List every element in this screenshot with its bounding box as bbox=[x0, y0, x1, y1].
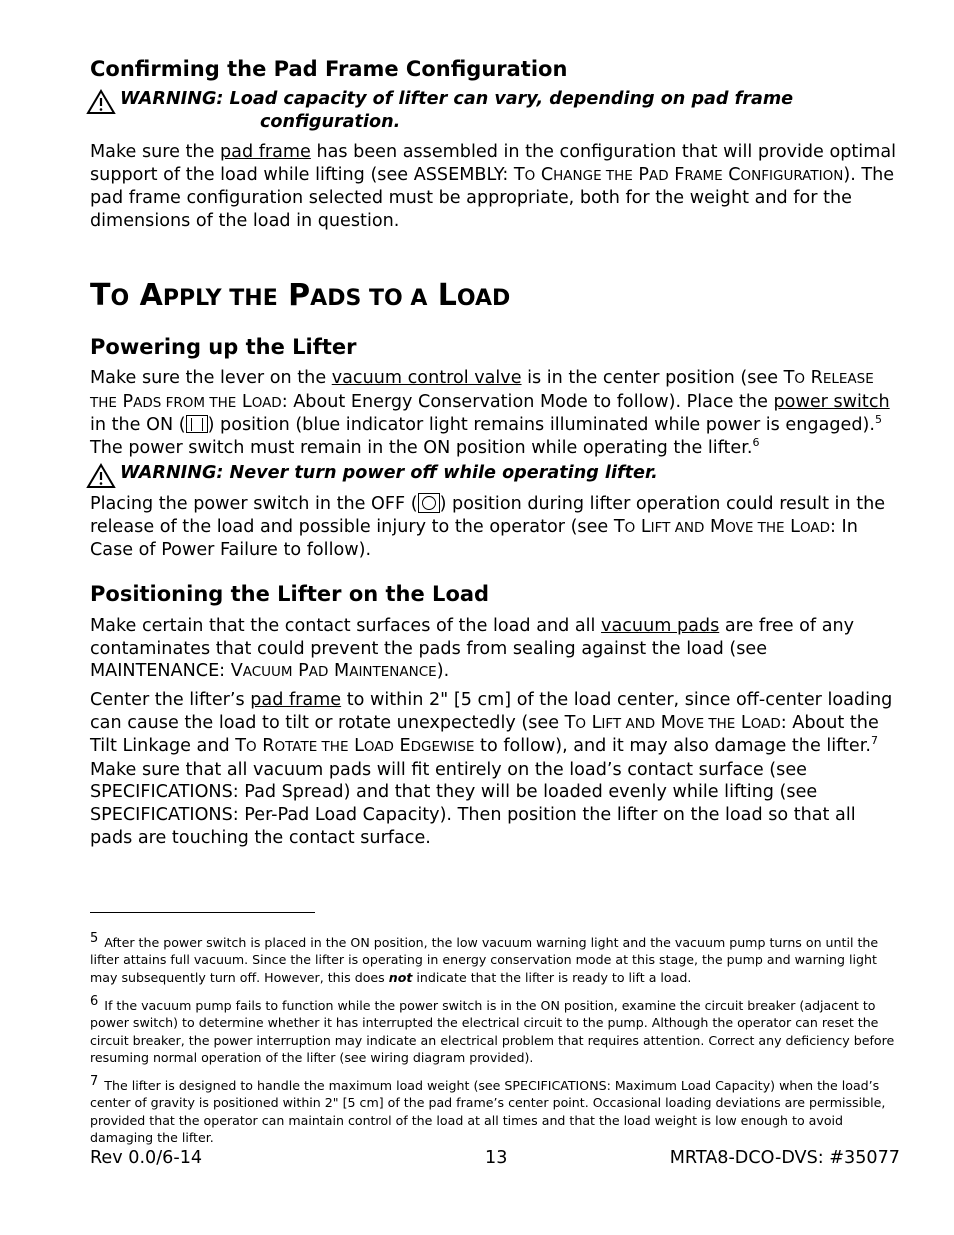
warning-load-capacity bbox=[90, 88, 900, 133]
warning-triangle-icon bbox=[86, 88, 120, 116]
warning-never-turn-off bbox=[90, 462, 900, 490]
footnote-number: 5 bbox=[90, 931, 99, 946]
page-title: TO APPLY THE PADS TO A LOAD bbox=[90, 278, 511, 313]
footnote-7: 7 The lifter is designed to handle the maximum load weight (see SPECIFICATIONS: Maximum Load Capacity) when the load’s center of gravity is positioned within 2" [5 cm] of the pad frame’s center point. Occasional loading deviations are permissible, provided that the operator can maintain control of the load at all times and that the load weight is low enough to avoid damaging the lifter. bbox=[90, 1074, 886, 1146]
section-heading-pad-frame-configuration: Confirming the Pad Frame Configuration bbox=[90, 57, 568, 81]
footnote-ref-7[interactable]: 7 bbox=[870, 734, 878, 748]
footnote-number: 6 bbox=[90, 994, 99, 1009]
power-off-symbol-icon bbox=[418, 493, 440, 513]
power-on-symbol-icon bbox=[186, 415, 208, 433]
paragraph-center-lifter: Center the lifter’s pad frame to within 2" [5 cm] of the load center, since off-center loading can cause the load to tilt or rotate unexpectedly (see TO LIFT AND MOVE THE LOAD: About the Tilt Linkage and TO ROTATE THE LOAD EDGEWISE to follow), and it may also damage the lifter.$^7$ Make sure that all vacuum pads will fit entirely on the load’s contact surface (see SPECIFICATIONS: Pad Spread) and that they will be loaded evenly while lifting (see SPECIFICATIONS: Per-Pad Load Capacity). Then position the lifter on the load so that all pads are touching the contact surface. bbox=[90, 690, 893, 848]
footnote-separator bbox=[90, 912, 315, 913]
footnote-ref-5[interactable]: 5 bbox=[874, 413, 882, 427]
link-vacuum-pads[interactable]: vacuum pads bbox=[601, 616, 720, 636]
paragraph-powering-up: Make sure the lever on the vacuum control valve is in the center position (see TO RELEASE THE PADS FROM THE LOAD: About Energy Conservation Mode to follow). Place the power switch in the ON ( ) position (blue indicator light remains illuminated while power is engaged).$^5$ The power switch must remain in the ON position while operating the lifter.$^6$ bbox=[90, 368, 890, 458]
footer-revision: Rev 0.0/6-14 bbox=[90, 1148, 203, 1168]
link-pad-frame-2[interactable]: pad frame bbox=[250, 690, 342, 710]
link-power-switch[interactable]: power switch bbox=[773, 391, 890, 412]
warning-triangle-icon bbox=[86, 462, 120, 490]
footnote-6: 6 If the vacuum pump fails to function while the power switch is in the ON position, examine the circuit breaker (adjacent to power switch) to determine whether it has interrupted the electrical circuit to the pump. Although the operator can reset the circuit breaker, the power interruption may indicate an electrical problem that requires attention. Correct any deficiency before resuming normal operation of the lifter (see wiring diagram provided). bbox=[90, 994, 895, 1066]
footer-page-number: 13 bbox=[485, 1148, 508, 1168]
link-pad-frame[interactable]: pad frame bbox=[220, 142, 311, 162]
footnote-number: 7 bbox=[90, 1074, 99, 1089]
paragraph-pad-frame: Make sure the pad frame has been assembled in the configuration that will provide optimal support of the load while lifting (see ASSEMBLY: TO CHANGE THE PAD FRAME CONFIGURATION). The pad frame configuration selected must be appropriate, both for the weight and for the dimensions of the load in question. bbox=[90, 142, 897, 231]
footnote-5: 5 After the power switch is placed in the ON position, the low vacuum warning light and the vacuum pump turns on until the lifter attains full vacuum. Since the lifter is operating in energy conservation mode at this stage, the pump and warning light may subsequently turn off. However, this does not indicate that the lifter is ready to lift a load. bbox=[90, 931, 879, 985]
footer-doc-id: MRTA8-DCO-DVS: #35077 bbox=[669, 1148, 900, 1168]
section-heading-positioning: Positioning the Lifter on the Load bbox=[90, 582, 490, 606]
warning-text bbox=[120, 88, 793, 133]
warning-text-line2: configuration. bbox=[260, 111, 401, 132]
warning-text-line1: WARNING: Load capacity of lifter can vary, depending on pad frame bbox=[120, 89, 794, 109]
link-vacuum-control-valve[interactable]: vacuum control valve bbox=[331, 368, 522, 388]
paragraph-contact-surfaces: Make certain that the contact surfaces of the load and all vacuum pads are free of any contaminates that could prevent the pads from sealing against the load (see MAINTENANCE: VACUUM PAD MAINTENANCE). bbox=[90, 616, 855, 682]
warning-text: WARNING: Never turn power off while operating lifter. bbox=[120, 463, 658, 483]
footnote-ref-6[interactable]: 6 bbox=[752, 435, 760, 449]
section-heading-powering-up: Powering up the Lifter bbox=[90, 335, 357, 359]
paragraph-power-off-warning: Placing the power switch in the OFF ( ) position during lifter operation could result in the release of the load and possible injury to the operator (see TO LIFT AND MOVE THE LOAD: In Case of Power Failure to follow). bbox=[90, 494, 886, 561]
